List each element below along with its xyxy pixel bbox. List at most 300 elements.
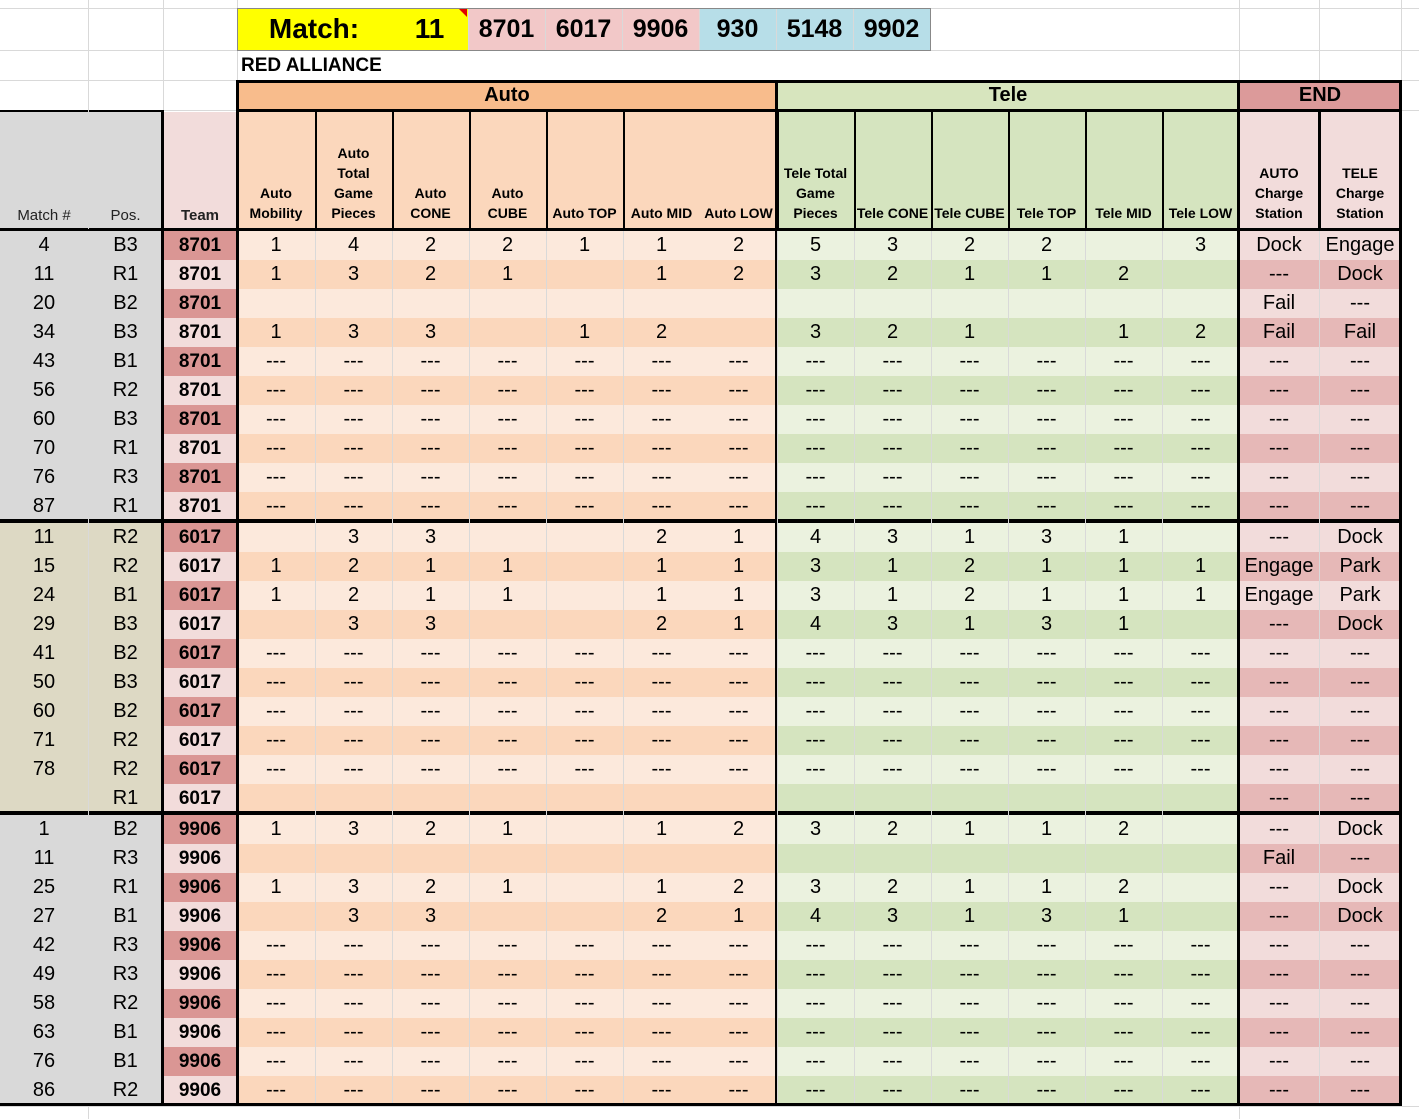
data-cell[interactable]: 2 <box>623 902 700 931</box>
data-cell[interactable]: Dock <box>1319 260 1401 289</box>
data-cell[interactable]: --- <box>700 434 777 463</box>
match-number-cell[interactable]: 86 <box>0 1076 88 1105</box>
data-cell[interactable]: --- <box>700 931 777 960</box>
data-cell[interactable]: --- <box>1008 639 1085 668</box>
data-cell[interactable]: 1 <box>700 902 777 931</box>
data-cell[interactable]: 1 <box>931 523 1008 552</box>
data-cell[interactable]: --- <box>777 434 854 463</box>
data-cell[interactable]: --- <box>546 960 623 989</box>
data-cell[interactable]: --- <box>469 755 546 784</box>
data-cell[interactable]: --- <box>237 376 315 405</box>
data-cell[interactable]: 2 <box>931 581 1008 610</box>
data-cell[interactable]: 2 <box>931 552 1008 581</box>
data-cell[interactable]: --- <box>777 726 854 755</box>
position-cell[interactable]: R2 <box>88 376 163 405</box>
data-cell[interactable]: 2 <box>1162 318 1239 347</box>
match-number-cell[interactable]: 49 <box>0 960 88 989</box>
data-cell[interactable]: --- <box>854 989 931 1018</box>
data-cell[interactable]: 1 <box>469 873 546 902</box>
data-cell[interactable]: 2 <box>700 260 777 289</box>
data-cell[interactable] <box>469 318 546 347</box>
data-cell[interactable]: --- <box>469 726 546 755</box>
data-cell[interactable] <box>546 784 623 813</box>
position-cell[interactable]: B3 <box>88 318 163 347</box>
data-cell[interactable]: --- <box>469 492 546 521</box>
data-cell[interactable]: 3 <box>777 552 854 581</box>
data-cell[interactable]: --- <box>1085 960 1162 989</box>
data-cell[interactable]: --- <box>1085 755 1162 784</box>
data-cell[interactable]: --- <box>469 960 546 989</box>
data-cell[interactable]: --- <box>469 697 546 726</box>
data-cell[interactable]: 3 <box>1008 523 1085 552</box>
data-cell[interactable]: --- <box>777 1047 854 1076</box>
data-cell[interactable]: Fail <box>1239 844 1319 873</box>
data-cell[interactable]: --- <box>1085 668 1162 697</box>
data-cell[interactable]: --- <box>1008 463 1085 492</box>
match-number-cell[interactable]: 78 <box>0 755 88 784</box>
data-cell[interactable]: 3 <box>315 318 392 347</box>
data-cell[interactable]: --- <box>1162 463 1239 492</box>
data-cell[interactable]: --- <box>623 639 700 668</box>
data-cell[interactable]: --- <box>546 697 623 726</box>
team-cell[interactable]: 8701 <box>163 231 237 260</box>
position-cell[interactable]: R2 <box>88 726 163 755</box>
data-cell[interactable]: Park <box>1319 581 1401 610</box>
data-cell[interactable]: 3 <box>315 902 392 931</box>
data-cell[interactable]: --- <box>1239 523 1319 552</box>
position-cell[interactable]: R3 <box>88 463 163 492</box>
data-cell[interactable]: --- <box>392 960 469 989</box>
data-cell[interactable]: --- <box>315 726 392 755</box>
data-cell[interactable]: --- <box>469 1018 546 1047</box>
data-cell[interactable] <box>469 289 546 318</box>
data-cell[interactable]: --- <box>854 668 931 697</box>
data-cell[interactable]: 2 <box>392 260 469 289</box>
data-cell[interactable]: --- <box>546 755 623 784</box>
data-cell[interactable]: --- <box>392 726 469 755</box>
data-cell[interactable]: --- <box>1319 755 1401 784</box>
data-cell[interactable]: --- <box>1085 989 1162 1018</box>
position-cell[interactable]: R2 <box>88 552 163 581</box>
position-cell[interactable]: R3 <box>88 931 163 960</box>
position-cell[interactable]: B1 <box>88 581 163 610</box>
data-cell[interactable]: 2 <box>1008 231 1085 260</box>
data-cell[interactable]: --- <box>392 463 469 492</box>
position-cell[interactable]: R3 <box>88 844 163 873</box>
data-cell[interactable]: --- <box>237 639 315 668</box>
data-cell[interactable]: Dock <box>1239 231 1319 260</box>
data-cell[interactable] <box>1162 844 1239 873</box>
data-cell[interactable]: --- <box>1085 492 1162 521</box>
data-cell[interactable]: 1 <box>1085 523 1162 552</box>
data-cell[interactable]: 2 <box>1085 873 1162 902</box>
position-cell[interactable]: R1 <box>88 260 163 289</box>
data-cell[interactable]: 3 <box>854 231 931 260</box>
data-cell[interactable]: --- <box>1085 1076 1162 1105</box>
data-cell[interactable]: 3 <box>854 523 931 552</box>
data-cell[interactable]: 1 <box>1008 581 1085 610</box>
data-cell[interactable]: --- <box>392 1018 469 1047</box>
team-cell[interactable]: 9906 <box>163 1076 237 1105</box>
data-cell[interactable]: --- <box>931 463 1008 492</box>
data-cell[interactable]: --- <box>931 347 1008 376</box>
data-cell[interactable]: --- <box>1008 347 1085 376</box>
data-cell[interactable]: --- <box>1239 697 1319 726</box>
data-cell[interactable]: --- <box>1239 434 1319 463</box>
match-number-cell[interactable]: 20 <box>0 289 88 318</box>
data-cell[interactable]: Fail <box>1319 318 1401 347</box>
data-cell[interactable]: --- <box>1008 1047 1085 1076</box>
data-cell[interactable] <box>854 844 931 873</box>
data-cell[interactable]: --- <box>931 755 1008 784</box>
data-cell[interactable] <box>237 289 315 318</box>
data-cell[interactable]: --- <box>700 989 777 1018</box>
data-cell[interactable]: --- <box>392 755 469 784</box>
data-cell[interactable]: --- <box>392 1076 469 1105</box>
data-cell[interactable]: --- <box>777 931 854 960</box>
data-cell[interactable] <box>237 610 315 639</box>
data-cell[interactable] <box>392 784 469 813</box>
data-cell[interactable]: 1 <box>623 260 700 289</box>
data-cell[interactable]: 3 <box>777 873 854 902</box>
data-cell[interactable]: 3 <box>392 523 469 552</box>
data-cell[interactable]: --- <box>546 463 623 492</box>
team-cell[interactable]: 6017 <box>163 610 237 639</box>
data-cell[interactable]: 1 <box>931 318 1008 347</box>
data-cell[interactable]: --- <box>931 697 1008 726</box>
team-cell[interactable]: 9906 <box>163 844 237 873</box>
data-cell[interactable]: --- <box>546 492 623 521</box>
data-cell[interactable]: --- <box>1319 405 1401 434</box>
data-cell[interactable]: --- <box>700 463 777 492</box>
data-cell[interactable]: --- <box>1085 697 1162 726</box>
data-cell[interactable]: --- <box>777 376 854 405</box>
data-cell[interactable] <box>854 784 931 813</box>
data-cell[interactable]: --- <box>1319 989 1401 1018</box>
data-cell[interactable]: --- <box>469 376 546 405</box>
data-cell[interactable] <box>469 902 546 931</box>
data-cell[interactable]: --- <box>1239 492 1319 521</box>
data-cell[interactable]: --- <box>854 755 931 784</box>
data-cell[interactable] <box>1162 902 1239 931</box>
data-cell[interactable]: --- <box>1162 492 1239 521</box>
data-cell[interactable]: --- <box>392 492 469 521</box>
match-number-cell[interactable]: 24 <box>0 581 88 610</box>
data-cell[interactable]: --- <box>1008 434 1085 463</box>
data-cell[interactable] <box>1008 784 1085 813</box>
data-cell[interactable]: 2 <box>1085 815 1162 844</box>
data-cell[interactable]: --- <box>1319 639 1401 668</box>
data-cell[interactable]: 1 <box>469 815 546 844</box>
data-cell[interactable]: 1 <box>1008 873 1085 902</box>
data-cell[interactable]: 1 <box>237 873 315 902</box>
data-cell[interactable] <box>777 844 854 873</box>
position-cell[interactable]: R1 <box>88 873 163 902</box>
data-cell[interactable]: --- <box>469 1076 546 1105</box>
data-cell[interactable]: 1 <box>469 552 546 581</box>
data-cell[interactable] <box>546 289 623 318</box>
data-cell[interactable]: --- <box>1319 1018 1401 1047</box>
data-cell[interactable]: --- <box>315 376 392 405</box>
data-cell[interactable]: --- <box>931 405 1008 434</box>
data-cell[interactable]: Engage <box>1239 552 1319 581</box>
match-number-cell[interactable]: 60 <box>0 405 88 434</box>
data-cell[interactable]: --- <box>1162 931 1239 960</box>
data-cell[interactable]: --- <box>623 989 700 1018</box>
data-cell[interactable]: --- <box>623 960 700 989</box>
data-cell[interactable]: --- <box>315 1047 392 1076</box>
data-cell[interactable]: 3 <box>315 610 392 639</box>
data-cell[interactable]: 3 <box>854 902 931 931</box>
match-number-cell[interactable] <box>0 784 88 813</box>
data-cell[interactable]: 2 <box>854 318 931 347</box>
data-cell[interactable]: --- <box>546 347 623 376</box>
data-cell[interactable]: 2 <box>623 610 700 639</box>
data-cell[interactable]: 1 <box>1162 552 1239 581</box>
data-cell[interactable]: --- <box>700 668 777 697</box>
match-number-cell[interactable]: 58 <box>0 989 88 1018</box>
data-cell[interactable]: --- <box>546 1076 623 1105</box>
data-cell[interactable]: 1 <box>1008 815 1085 844</box>
data-cell[interactable]: 2 <box>854 873 931 902</box>
team-cell[interactable]: 6017 <box>163 697 237 726</box>
data-cell[interactable]: --- <box>931 989 1008 1018</box>
data-cell[interactable]: --- <box>1162 347 1239 376</box>
data-cell[interactable]: --- <box>1319 1076 1401 1105</box>
team-cell[interactable]: 8701 <box>163 376 237 405</box>
position-cell[interactable]: B1 <box>88 1047 163 1076</box>
data-cell[interactable]: --- <box>1239 376 1319 405</box>
data-cell[interactable]: --- <box>1239 902 1319 931</box>
data-cell[interactable]: --- <box>1008 668 1085 697</box>
data-cell[interactable] <box>469 523 546 552</box>
data-cell[interactable]: --- <box>623 463 700 492</box>
position-cell[interactable]: B2 <box>88 289 163 318</box>
data-cell[interactable]: --- <box>315 697 392 726</box>
data-cell[interactable]: 2 <box>392 231 469 260</box>
team-cell[interactable]: 8701 <box>163 463 237 492</box>
data-cell[interactable]: --- <box>1162 989 1239 1018</box>
data-cell[interactable]: --- <box>777 960 854 989</box>
data-cell[interactable]: Fail <box>1239 289 1319 318</box>
data-cell[interactable]: --- <box>777 492 854 521</box>
data-cell[interactable]: --- <box>237 463 315 492</box>
data-cell[interactable]: 1 <box>1008 260 1085 289</box>
data-cell[interactable]: --- <box>1162 755 1239 784</box>
data-cell[interactable]: --- <box>392 697 469 726</box>
data-cell[interactable]: --- <box>1008 492 1085 521</box>
data-cell[interactable]: 1 <box>1085 581 1162 610</box>
data-cell[interactable]: Dock <box>1319 523 1401 552</box>
data-cell[interactable]: 1 <box>469 260 546 289</box>
data-cell[interactable]: --- <box>237 492 315 521</box>
data-cell[interactable]: --- <box>623 1047 700 1076</box>
data-cell[interactable]: --- <box>1085 347 1162 376</box>
data-cell[interactable]: --- <box>623 434 700 463</box>
match-number-cell[interactable]: 15 <box>0 552 88 581</box>
data-cell[interactable]: --- <box>1008 376 1085 405</box>
data-cell[interactable] <box>1085 784 1162 813</box>
data-cell[interactable]: 3 <box>392 318 469 347</box>
data-cell[interactable]: 1 <box>546 231 623 260</box>
data-cell[interactable]: --- <box>623 347 700 376</box>
position-cell[interactable]: R1 <box>88 434 163 463</box>
data-cell[interactable]: --- <box>1085 376 1162 405</box>
position-cell[interactable]: B1 <box>88 902 163 931</box>
data-cell[interactable]: 1 <box>392 581 469 610</box>
data-cell[interactable]: 3 <box>392 902 469 931</box>
match-number-cell[interactable]: 76 <box>0 1047 88 1076</box>
data-cell[interactable]: --- <box>1008 931 1085 960</box>
data-cell[interactable]: --- <box>315 668 392 697</box>
position-cell[interactable]: B1 <box>88 1018 163 1047</box>
data-cell[interactable] <box>315 844 392 873</box>
data-cell[interactable]: 3 <box>1008 902 1085 931</box>
data-cell[interactable] <box>1162 610 1239 639</box>
data-cell[interactable]: 1 <box>1008 552 1085 581</box>
data-cell[interactable]: Fail <box>1239 318 1319 347</box>
data-cell[interactable]: --- <box>392 434 469 463</box>
data-cell[interactable]: --- <box>623 931 700 960</box>
data-cell[interactable]: --- <box>1239 784 1319 813</box>
team-cell[interactable]: 9906 <box>163 815 237 844</box>
data-cell[interactable]: --- <box>700 1076 777 1105</box>
data-cell[interactable] <box>315 784 392 813</box>
data-cell[interactable]: --- <box>854 1047 931 1076</box>
data-cell[interactable] <box>1162 815 1239 844</box>
data-cell[interactable]: --- <box>1085 726 1162 755</box>
data-cell[interactable]: --- <box>1239 1018 1319 1047</box>
data-cell[interactable]: --- <box>237 1076 315 1105</box>
data-cell[interactable]: --- <box>315 989 392 1018</box>
position-cell[interactable]: B3 <box>88 610 163 639</box>
data-cell[interactable]: Dock <box>1319 873 1401 902</box>
data-cell[interactable]: --- <box>777 989 854 1018</box>
data-cell[interactable]: --- <box>546 434 623 463</box>
data-cell[interactable]: 1 <box>700 552 777 581</box>
position-cell[interactable]: R1 <box>88 784 163 813</box>
data-cell[interactable]: --- <box>315 492 392 521</box>
team-cell[interactable]: 6017 <box>163 581 237 610</box>
data-cell[interactable]: --- <box>931 1076 1008 1105</box>
data-cell[interactable]: --- <box>700 755 777 784</box>
data-cell[interactable]: 1 <box>237 260 315 289</box>
team-cell[interactable]: 6017 <box>163 755 237 784</box>
data-cell[interactable]: --- <box>931 960 1008 989</box>
data-cell[interactable]: 4 <box>777 902 854 931</box>
data-cell[interactable]: 3 <box>392 610 469 639</box>
data-cell[interactable]: --- <box>931 931 1008 960</box>
match-number-cell[interactable]: 11 <box>0 844 88 873</box>
data-cell[interactable]: --- <box>623 1076 700 1105</box>
data-cell[interactable]: --- <box>315 463 392 492</box>
data-cell[interactable]: 1 <box>623 873 700 902</box>
data-cell[interactable]: --- <box>1162 376 1239 405</box>
match-number-cell[interactable]: 60 <box>0 697 88 726</box>
data-cell[interactable]: --- <box>777 463 854 492</box>
data-cell[interactable]: --- <box>1162 726 1239 755</box>
data-cell[interactable]: --- <box>1085 1018 1162 1047</box>
data-cell[interactable]: --- <box>237 726 315 755</box>
data-cell[interactable]: --- <box>854 463 931 492</box>
data-cell[interactable]: --- <box>1085 639 1162 668</box>
data-cell[interactable]: --- <box>1319 434 1401 463</box>
data-cell[interactable]: --- <box>392 1047 469 1076</box>
data-cell[interactable]: 3 <box>315 815 392 844</box>
team-cell[interactable]: 8701 <box>163 260 237 289</box>
team-cell[interactable]: 8701 <box>163 318 237 347</box>
data-cell[interactable]: --- <box>700 376 777 405</box>
data-cell[interactable]: --- <box>469 639 546 668</box>
data-cell[interactable]: Engage <box>1239 581 1319 610</box>
data-cell[interactable]: --- <box>237 697 315 726</box>
data-cell[interactable]: --- <box>469 434 546 463</box>
position-cell[interactable]: B2 <box>88 697 163 726</box>
position-cell[interactable]: B3 <box>88 668 163 697</box>
data-cell[interactable]: --- <box>237 755 315 784</box>
data-cell[interactable]: --- <box>854 492 931 521</box>
data-cell[interactable]: --- <box>1162 1018 1239 1047</box>
data-cell[interactable]: --- <box>931 492 1008 521</box>
data-cell[interactable]: 1 <box>237 581 315 610</box>
data-cell[interactable] <box>546 902 623 931</box>
data-cell[interactable]: --- <box>315 931 392 960</box>
data-cell[interactable] <box>623 844 700 873</box>
data-cell[interactable]: --- <box>469 347 546 376</box>
data-cell[interactable]: --- <box>392 347 469 376</box>
data-cell[interactable]: --- <box>237 931 315 960</box>
data-cell[interactable]: --- <box>546 989 623 1018</box>
data-cell[interactable]: 2 <box>700 873 777 902</box>
data-cell[interactable]: --- <box>546 931 623 960</box>
data-cell[interactable] <box>546 610 623 639</box>
data-cell[interactable]: Park <box>1319 552 1401 581</box>
data-cell[interactable]: --- <box>1319 376 1401 405</box>
data-cell[interactable]: --- <box>1008 989 1085 1018</box>
data-cell[interactable] <box>1162 289 1239 318</box>
data-cell[interactable]: --- <box>1239 668 1319 697</box>
data-cell[interactable]: --- <box>469 1047 546 1076</box>
data-cell[interactable]: Engage <box>1319 231 1401 260</box>
data-cell[interactable]: 1 <box>931 610 1008 639</box>
data-cell[interactable]: --- <box>777 347 854 376</box>
data-cell[interactable]: --- <box>315 639 392 668</box>
position-cell[interactable]: B2 <box>88 815 163 844</box>
data-cell[interactable]: --- <box>623 697 700 726</box>
match-number-cell[interactable]: 27 <box>0 902 88 931</box>
data-cell[interactable]: 2 <box>469 231 546 260</box>
data-cell[interactable]: --- <box>931 1018 1008 1047</box>
team-cell[interactable]: 9906 <box>163 960 237 989</box>
data-cell[interactable]: --- <box>931 1047 1008 1076</box>
data-cell[interactable]: --- <box>1008 697 1085 726</box>
data-cell[interactable]: 1 <box>392 552 469 581</box>
data-cell[interactable] <box>1162 873 1239 902</box>
data-cell[interactable]: --- <box>700 492 777 521</box>
data-cell[interactable]: --- <box>237 960 315 989</box>
data-cell[interactable]: --- <box>392 639 469 668</box>
data-cell[interactable]: --- <box>1008 1018 1085 1047</box>
data-cell[interactable]: 3 <box>315 873 392 902</box>
position-cell[interactable]: B3 <box>88 231 163 260</box>
match-number-cell[interactable]: 50 <box>0 668 88 697</box>
data-cell[interactable] <box>931 784 1008 813</box>
data-cell[interactable] <box>777 289 854 318</box>
data-cell[interactable]: --- <box>1162 434 1239 463</box>
data-cell[interactable] <box>469 610 546 639</box>
data-cell[interactable]: 3 <box>1008 610 1085 639</box>
data-cell[interactable]: --- <box>1319 1047 1401 1076</box>
